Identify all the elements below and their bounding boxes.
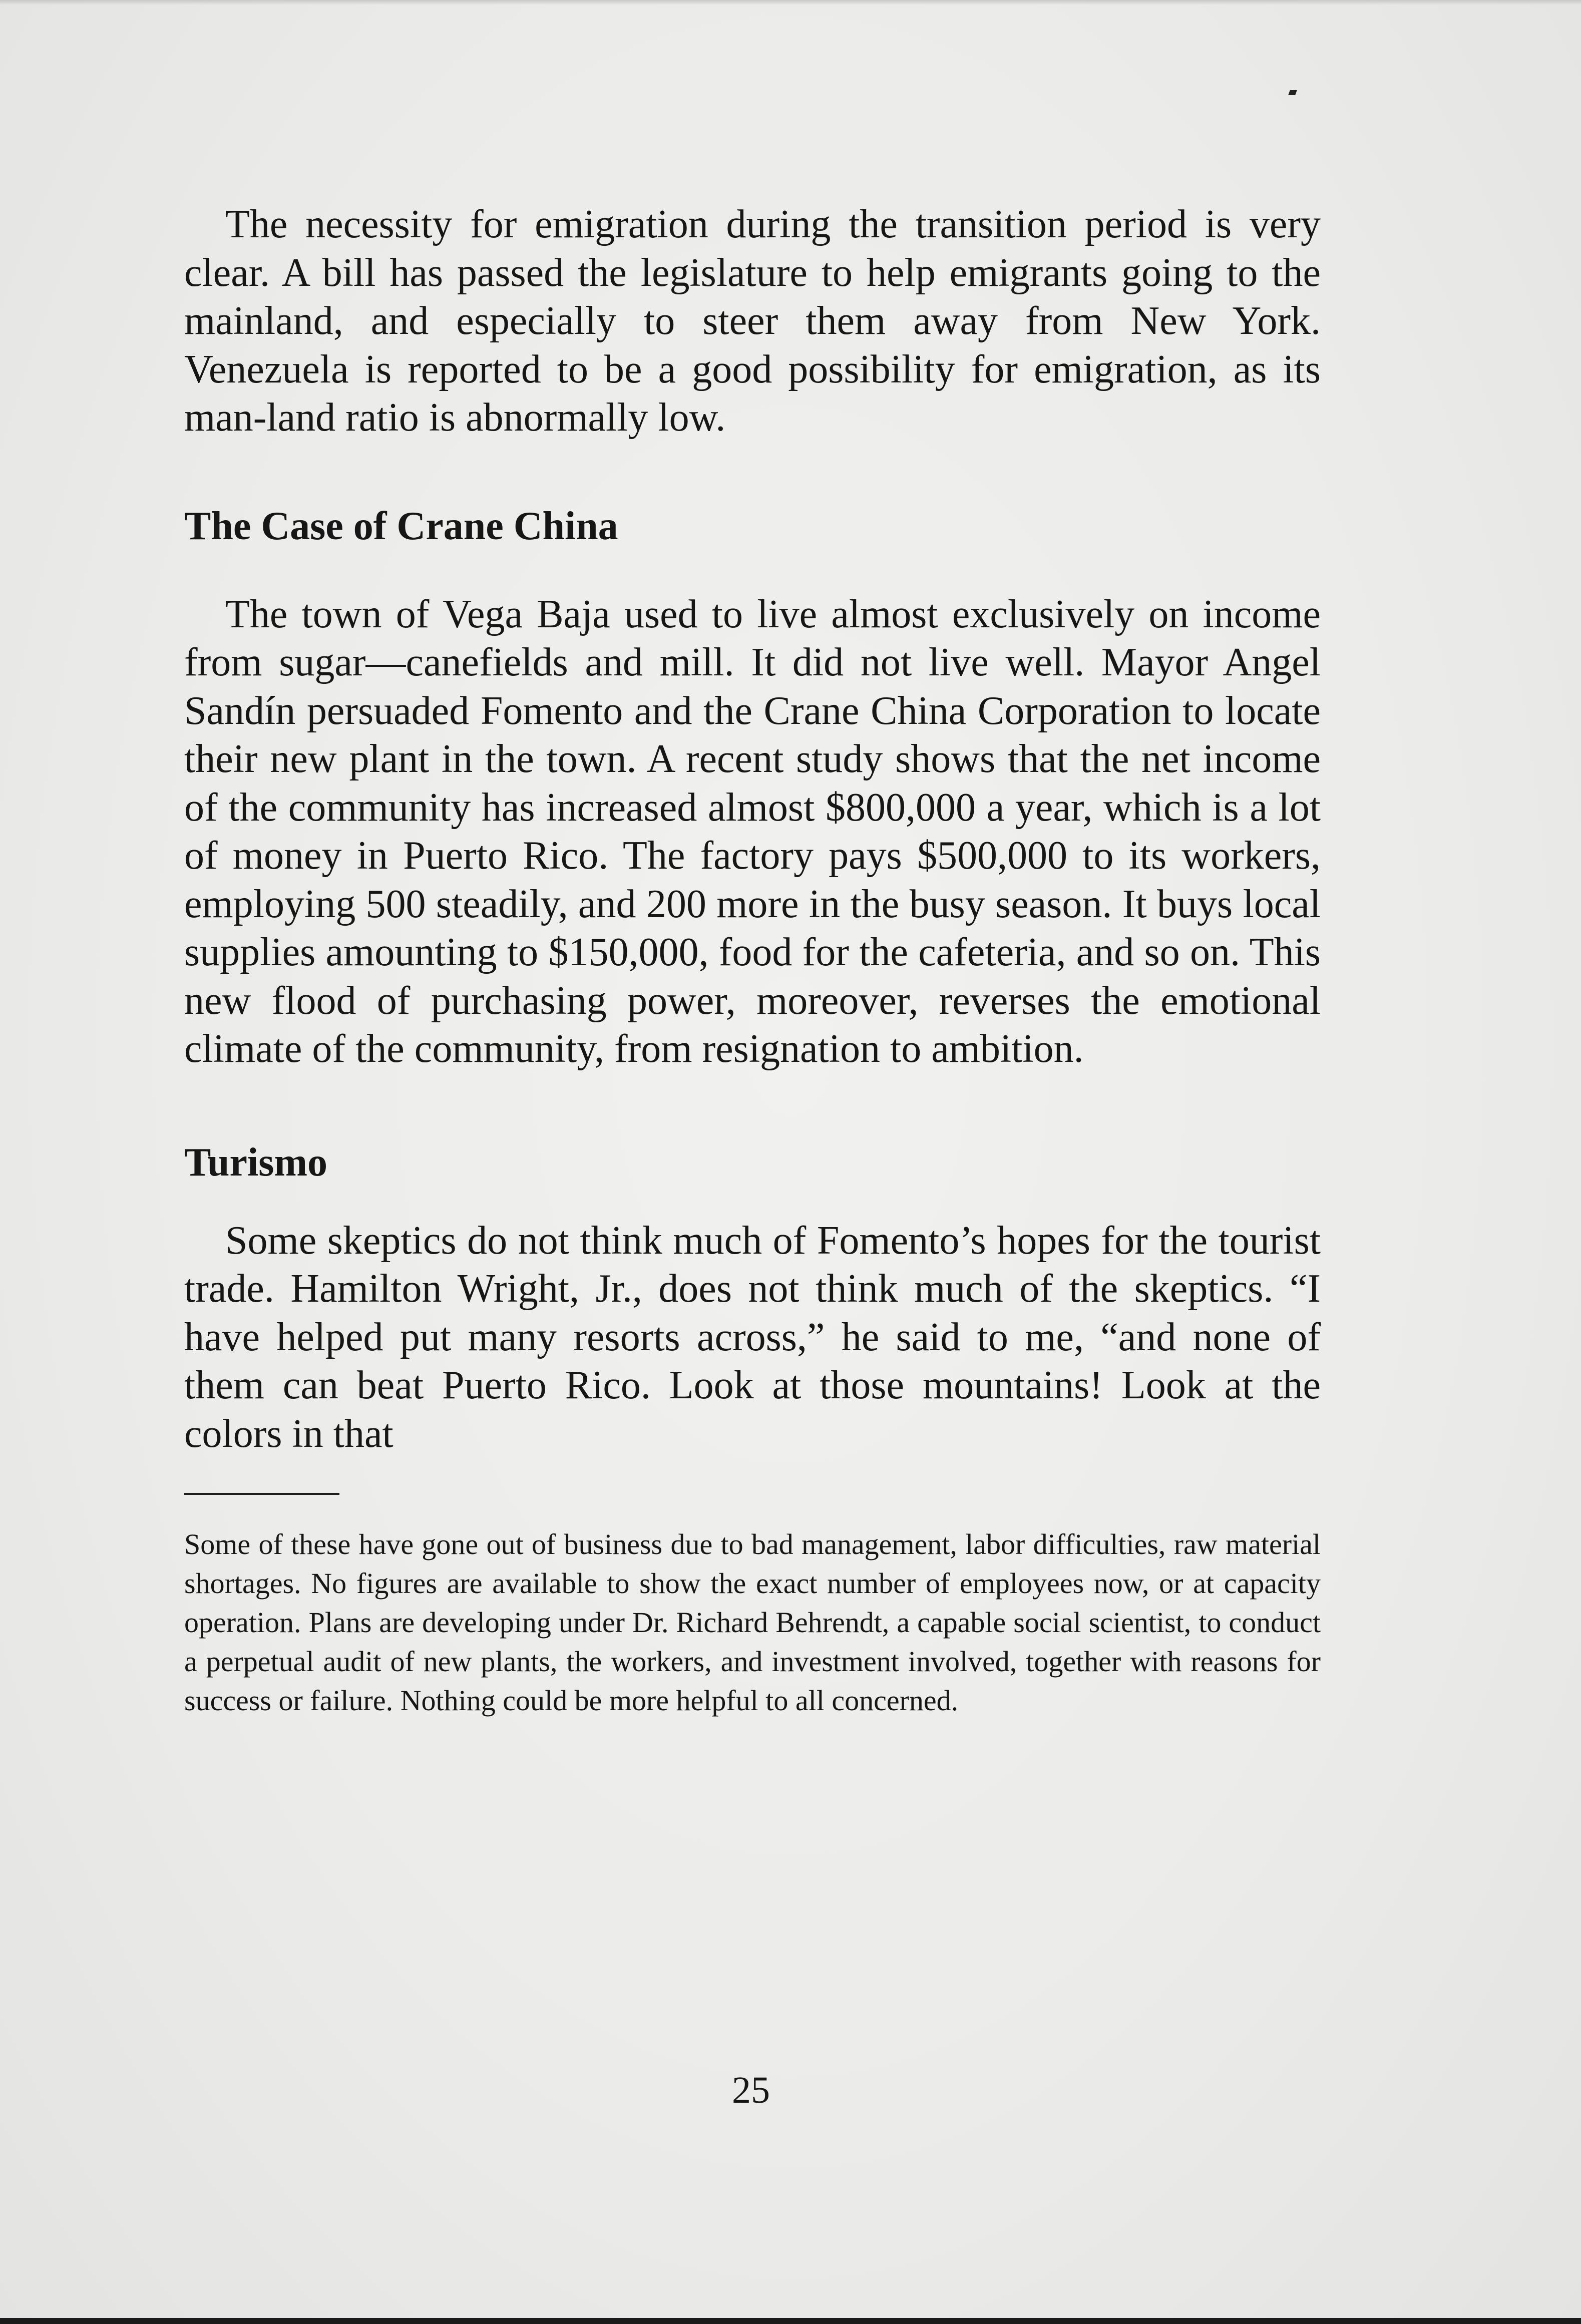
- page-number: 25: [732, 2069, 770, 2111]
- footnote-text: Some of these have gone out of business due to bad management, labor difficulties, raw material shortages. No figures are available to show the exact number of employees now, or at capacity operation. Plans are developing under Dr. Richard Behrendt, a capable social scientist, to conduct a perpetual audit of new plants, the workers, and investment involved, together with reasons for success or failure. Nothing could be more helpful to all concerned.: [184, 1528, 1321, 1717]
- page-top-edge: [0, 0, 1581, 5]
- heading-crane-china: The Case of Crane China: [184, 504, 618, 548]
- ink-speck: [1288, 90, 1297, 95]
- paragraph-crane-china: The town of Vega Baja used to live almost exclusively on income from sugar—canefields and mill. It did not live well. Mayor Angel Sandín persuaded Fomento and the Crane China Corporation to locate their new plant in the town. A recent study shows that the net income of the community has increased almost $800,000 a year, which is a lot of money in Puerto Rico. The factory pays $500,000 to its workers, employing 500 steadily, and 200 more in the busy season. It buys local supplies amounting to $150,000, food for the cafeteria, and so on. This new flood of purchasing power, moreover, reverses the emotional climate of the community, from resignation to ambition.: [184, 592, 1321, 1071]
- footnote-divider: [184, 1493, 339, 1495]
- paragraph-turismo: Some skeptics do not think much of Fomento’s hopes for the tourist trade. Hamilton Wright, Jr., does not think much of the skeptics. “I have helped put many resorts across,” he said to me, “and none of them can beat Puerto Rico. Look at those mountains! Look at the colors in that: [184, 1218, 1321, 1456]
- heading-turismo: Turismo: [184, 1140, 328, 1185]
- page-bottom-edge: [0, 2318, 1581, 2324]
- paragraph-emigration: The necessity for emigration during the transition period is very clear. A bill has passed the legislature to help emigrants going to the mainland, and especially to steer them away from New York. Venezuela is reported to be a good possibility for emigration, as its man-land ratio is abnormally low.: [184, 202, 1321, 440]
- page-content: [184, 200, 1321, 1720]
